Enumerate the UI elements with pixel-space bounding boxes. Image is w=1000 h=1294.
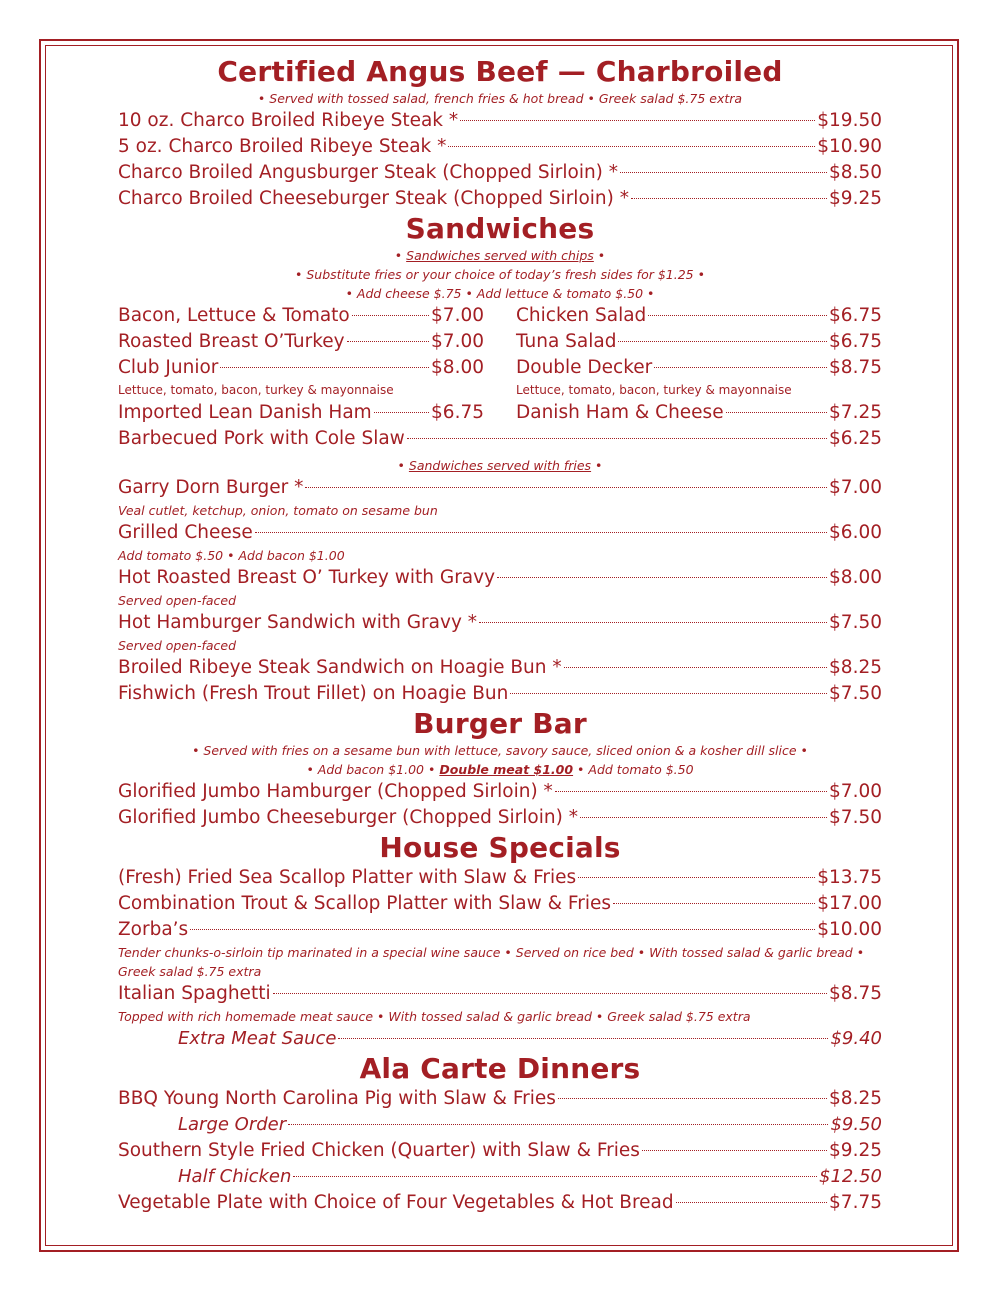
item-description: Served open-faced <box>118 593 237 608</box>
menu-item: Roasted Breast O’Turkey $7.00 <box>118 331 484 352</box>
menu-item: Southern Style Fried Chicken (Quarter) with Slaw & Fries $9.25 <box>118 1140 882 1161</box>
menu-item: 10 oz. Charco Broiled Ribeye Steak * $19.50 <box>118 110 882 131</box>
menu-item: Danish Ham & Cheese $7.25 <box>516 402 882 423</box>
menu-item: Club Junior $8.00 <box>118 357 484 378</box>
menu-item: Zorba’s $10.00 <box>118 919 882 940</box>
menu-item: Garry Dorn Burger * $7.00 <box>118 477 882 498</box>
menu-item: Imported Lean Danish Ham $6.75 <box>118 402 484 423</box>
menu-item: Combination Trout & Scallop Platter with Slaw & Fries $17.00 <box>118 893 882 914</box>
section-title-beef: Certified Angus Beef — Charbroiled <box>217 55 783 88</box>
menu-content <box>118 55 882 1216</box>
menu-item: Grilled Cheese $6.00 <box>118 522 882 543</box>
sandwich-column-right <box>516 303 882 426</box>
item-description: Lettuce, tomato, bacon, turkey & mayonnaise <box>118 383 394 397</box>
sandwich-column-left <box>118 303 484 426</box>
menu-item: Hot Roasted Breast O’ Turkey with Gravy $8.00 <box>118 567 882 588</box>
menu-item: Barbecued Pork with Cole Slaw $6.25 <box>118 428 882 449</box>
menu-item: Broiled Ribeye Steak Sandwich on Hoagie Bun * $8.25 <box>118 657 882 678</box>
menu-item: Chicken Salad $6.75 <box>516 305 882 326</box>
item-description: Served open-faced <box>118 638 237 653</box>
sandwich-columns <box>118 303 882 426</box>
menu-item: Charco Broiled Angusburger Steak (Chopped Sirloin) * $8.50 <box>118 162 882 183</box>
section-title-sandwiches: Sandwiches <box>405 212 595 245</box>
section-note-beef: • Served with tossed salad, french fries & hot bread • Greek salad $.75 extra <box>257 91 743 106</box>
menu-item: Charco Broiled Cheeseburger Steak (Chopped Sirloin) * $9.25 <box>118 188 882 209</box>
section-note: • Served with fries on a sesame bun with lettuce, savory sauce, sliced onion & a kosher dill slice • <box>192 743 808 758</box>
menu-item: Half Chicken $12.50 <box>178 1166 882 1187</box>
section-title-burger: Burger Bar <box>413 707 587 740</box>
menu-item: Glorified Jumbo Cheeseburger (Chopped Sirloin) * $7.50 <box>118 807 882 828</box>
item-description: Veal cutlet, ketchup, onion, tomato on sesame bun <box>118 503 438 518</box>
menu-item: Glorified Jumbo Hamburger (Chopped Sirloin) * $7.00 <box>118 781 882 802</box>
menu-item: Vegetable Plate with Choice of Four Vegetables & Hot Bread $7.75 <box>118 1192 882 1213</box>
item-description: Topped with rich homemade meat sauce • With tossed salad & garlic bread • Greek salad $.75 extra <box>118 1009 751 1024</box>
menu-item: Italian Spaghetti $8.75 <box>118 983 882 1004</box>
section-note: • Add bacon $1.00 • Double meat $1.00 • Add tomato $.50 <box>306 762 694 777</box>
menu-item: 5 oz. Charco Broiled Ribeye Steak * $10.90 <box>118 136 882 157</box>
section-title-house: House Specials <box>379 831 621 864</box>
menu-item: (Fresh) Fried Sea Scallop Platter with Slaw & Fries $13.75 <box>118 867 882 888</box>
item-description: Tender chunks-o-sirloin tip marinated in a special wine sauce • Served on rice bed • With tossed salad & garlic bread • Greek salad $.75 extra <box>118 945 865 979</box>
menu-item: BBQ Young North Carolina Pig with Slaw & Fries $8.25 <box>118 1088 882 1109</box>
menu-item: Double Decker $8.75 <box>516 357 882 378</box>
menu-item: Hot Hamburger Sandwich with Gravy * $7.50 <box>118 612 882 633</box>
section-note: • Sandwiches served with fries • <box>397 458 603 473</box>
section-note: • Sandwiches served with chips • <box>394 248 606 263</box>
menu-item: Tuna Salad $6.75 <box>516 331 882 352</box>
menu-item: Extra Meat Sauce $9.40 <box>178 1028 882 1049</box>
menu-item: Fishwich (Fresh Trout Fillet) on Hoagie Bun $7.50 <box>118 683 882 704</box>
section-note: • Add cheese $.75 • Add lettuce & tomato $.50 • <box>345 286 655 301</box>
item-description: Add tomato $.50 • Add bacon $1.00 <box>118 548 345 563</box>
item-description: Lettuce, tomato, bacon, turkey & mayonnaise <box>516 383 792 397</box>
section-note: • Substitute fries or your choice of today’s fresh sides for $1.25 • <box>295 267 705 282</box>
section-title-alacarte: Ala Carte Dinners <box>359 1052 641 1085</box>
menu-item: Large Order $9.50 <box>178 1114 882 1135</box>
menu-item: Bacon, Lettuce & Tomato $7.00 <box>118 305 484 326</box>
